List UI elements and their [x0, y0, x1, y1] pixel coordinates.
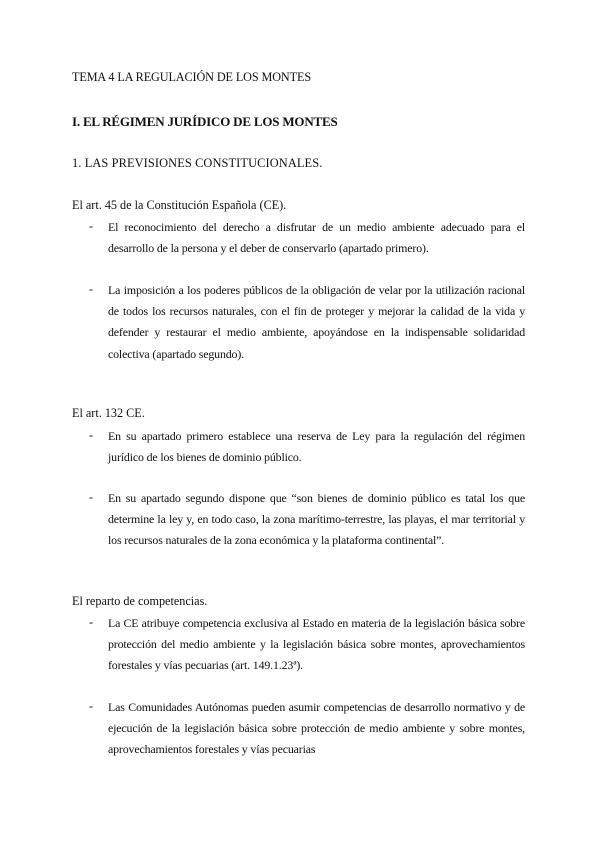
list-item-text: En su apartado primero establece una reserva de Ley para la regulación del régimen jurídico de los bienes de dominio público. [108, 429, 525, 465]
list-item-text: En su apartado segundo dispone que “son bienes de dominio público es tatal los que determine la ley y, en todo caso, la zona marítimo-terrestre, las playas, el mar territorial y los recursos naturales de la zona económica y la plataforma continental”. [108, 491, 525, 548]
sub-heading: 1. LAS PREVISIONES CONSTITUCIONALES. [72, 156, 323, 170]
block-label-competencias: El reparto de competencias. [72, 594, 208, 608]
bullet-dash: - [89, 615, 94, 629]
topic-title: TEMA 4 LA REGULACIÓN DE LOS MONTES [72, 70, 311, 84]
list-item-text: El reconocimiento del derecho a disfrutar de un medio ambiente adecuado para el desarrollo de la persona y el deber de conservarlo (apartado primero). [108, 220, 525, 256]
list-item-text: La CE atribuye competencia exclusiva al Estado en materia de la legislación básica sobre protección del medio ambiente y la legislación básica sobre montes, aprovechamientos forestales y vías pecuarias (art. 149.1.23ª). [108, 616, 525, 673]
bullet-dash: - [89, 428, 94, 442]
block-label-art-45: El art. 45 de la Constitución Española (CE). [72, 198, 287, 212]
bullet-dash: - [89, 490, 94, 504]
list-item-text: La imposición a los poderes públicos de la obligación de velar por la utilización racional de todos los recursos naturales, con el fin de proteger y mejorar la calidad de la vida y defender y restaurar el medio ambiente, apoyándose en la indispensable solidaridad colectiva (apartado segundo). [108, 283, 525, 361]
block-label-art-132: El art. 132 CE. [72, 406, 145, 420]
bullet-dash: - [89, 282, 94, 296]
section-heading: I. EL RÉGIMEN JURÍDICO DE LOS MONTES [72, 114, 338, 129]
bullet-dash: - [89, 699, 94, 713]
list-item-text: Las Comunidades Autónomas pueden asumir competencias de desarrollo normativo y de ejecución de la legislación básica sobre protección de medio ambiente y sobre montes, aprovechamientos forestales y vías pecuarias [108, 700, 525, 757]
bullet-dash: - [89, 219, 94, 233]
